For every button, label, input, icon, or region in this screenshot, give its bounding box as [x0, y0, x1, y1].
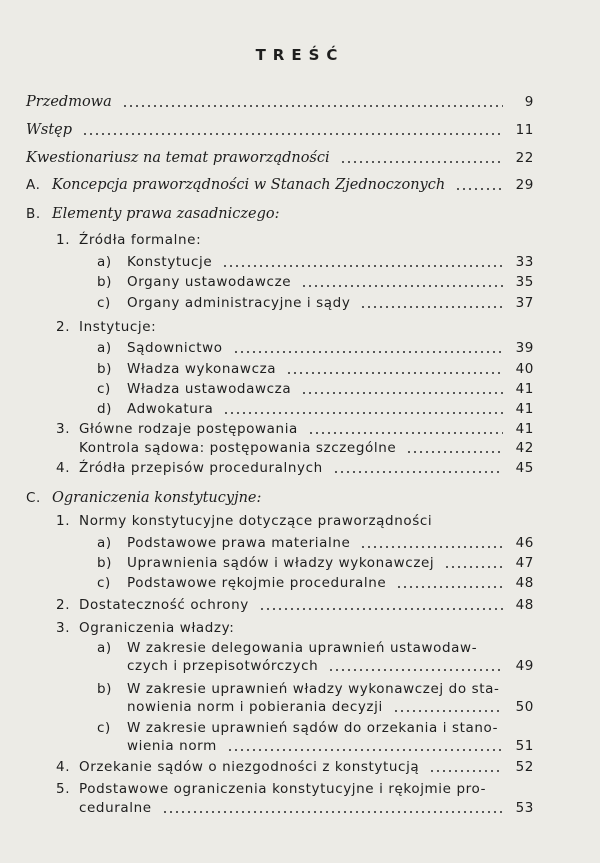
toc-entry	[0, 148, 600, 168]
toc-entry	[0, 419, 600, 439]
dot-leader	[162, 811, 503, 813]
toc-entry-label: Kwestionariusz na temat praworządności	[26, 150, 330, 166]
toc-entry	[0, 230, 600, 250]
toc-entry	[0, 458, 600, 478]
toc-entry-label: Dostateczność ochrony	[79, 597, 249, 613]
toc-entry	[0, 359, 600, 379]
toc-entry-label: Koncepcja praworządności w Stanach Zjednoczonych	[52, 177, 446, 193]
dot-leader	[301, 285, 503, 287]
toc-entry-label: Normy konstytucyjne dotyczące praworządności	[79, 513, 433, 529]
dot-leader	[82, 133, 503, 135]
toc-entry-page-number: 11	[515, 122, 534, 138]
toc-entry	[0, 488, 600, 508]
toc-entry	[0, 757, 600, 777]
dot-leader	[406, 451, 503, 453]
toc-entry-page-number: 46	[515, 535, 534, 551]
toc-entry	[0, 618, 600, 638]
toc-entry-marker: 3.	[56, 421, 71, 437]
toc-entry-marker: a)	[97, 535, 112, 551]
dot-leader	[429, 770, 503, 772]
toc-entry-label: Główne rodzaje postępowania	[79, 421, 298, 437]
toc-entry-page-number: 52	[515, 759, 534, 775]
toc-entry-label: Wstęp	[26, 122, 73, 138]
toc-entry-page-number: 29	[515, 177, 534, 193]
toc-entry-marker: 1.	[56, 232, 71, 248]
toc-entry-label: Podstawowe ograniczenia konstytucyjne i rękojmie pro-	[79, 781, 487, 797]
dot-leader	[328, 669, 503, 671]
toc-entry	[0, 92, 600, 112]
toc-entry-marker: 2.	[56, 319, 71, 335]
toc-entry-label: Podstawowe prawa materialne	[127, 535, 351, 551]
toc-entry	[0, 120, 600, 140]
toc-entry	[0, 638, 600, 658]
toc-entry	[0, 399, 600, 419]
dot-leader	[222, 265, 503, 267]
toc-entry-label: Władza wykonawcza	[127, 361, 277, 377]
toc-entry-label: W zakresie uprawnień władzy wykonawczej do sta-	[127, 681, 500, 697]
dot-leader	[223, 412, 503, 414]
toc-entry	[0, 718, 600, 738]
toc-entry-label: Instytucje:	[79, 319, 157, 335]
toc-entry-page-number: 51	[515, 738, 534, 754]
toc-entry-page-number: 35	[515, 274, 534, 290]
toc-entry-page-number: 47	[515, 555, 534, 571]
toc-entry	[0, 511, 600, 531]
toc-entry-label: ceduralne	[79, 800, 152, 816]
toc-entry	[0, 553, 600, 573]
toc-entry	[0, 736, 600, 756]
toc-entry-page-number: 40	[515, 361, 534, 377]
toc-entry-page-number: 49	[515, 658, 534, 674]
toc-entry-label: Podstawowe rękojmie proceduralne	[127, 575, 387, 591]
toc-entry-label: czych i przepisotwórczych	[127, 658, 319, 674]
toc-entry-label: nowienia norm i pobierania decyzji	[127, 699, 383, 715]
dot-leader	[286, 372, 503, 374]
toc-entry	[0, 798, 600, 818]
toc-entry-page-number: 37	[515, 295, 534, 311]
toc-entry-label: Ograniczenia konstytucyjne:	[52, 490, 262, 506]
toc-entry-marker: b)	[97, 274, 113, 290]
toc-entry-page-number: 42	[515, 440, 534, 456]
toc-entry-label: Przedmowa	[26, 94, 112, 110]
toc-entry	[0, 679, 600, 699]
toc-entry-label: Władza ustawodawcza	[127, 381, 292, 397]
toc-entry-marker: a)	[97, 254, 112, 270]
toc-entry	[0, 272, 600, 292]
toc-entry-marker: B.	[26, 206, 41, 222]
toc-entry	[0, 533, 600, 553]
toc-entry-page-number: 33	[515, 254, 534, 270]
toc-entry-marker: 5.	[56, 781, 71, 797]
toc-entry-marker: 4.	[56, 460, 71, 476]
dot-leader	[360, 546, 503, 548]
toc-entry-marker: b)	[97, 361, 113, 377]
toc-entry-marker: 2.	[56, 597, 71, 613]
toc-entry-marker: C.	[26, 490, 41, 506]
toc-entry-marker: c)	[97, 381, 111, 397]
toc-entry-marker: b)	[97, 555, 113, 571]
toc-entry-marker: c)	[97, 575, 111, 591]
toc-entry	[0, 779, 600, 799]
toc-entry-label: Konstytucje	[127, 254, 213, 270]
toc-entry-label: Adwokatura	[127, 401, 214, 417]
dot-leader	[455, 188, 503, 190]
toc-entry-label: wienia norm	[127, 738, 217, 754]
toc-entry-marker: A.	[26, 177, 41, 193]
toc-entry	[0, 697, 600, 717]
toc-entry	[0, 438, 600, 458]
toc-entry-label: Uprawnienia sądów i władzy wykonawczej	[127, 555, 435, 571]
toc-entry-page-number: 48	[515, 597, 534, 613]
toc-entry	[0, 317, 600, 337]
dot-leader	[333, 471, 503, 473]
toc-entry-label: W zakresie uprawnień sądów do orzekania i stano-	[127, 720, 499, 736]
dot-leader	[340, 161, 503, 163]
dot-leader	[360, 306, 503, 308]
toc-entry-marker: a)	[97, 640, 112, 656]
dot-leader	[259, 608, 503, 610]
toc-entry-label: Źródła przepisów proceduralnych	[79, 460, 323, 476]
toc-entry-marker: d)	[97, 401, 113, 417]
toc-entry	[0, 379, 600, 399]
toc-entry-page-number: 41	[515, 381, 534, 397]
toc-entry-page-number: 53	[515, 800, 534, 816]
toc-entry-label: Kontrola sądowa: postępowania szczególne	[79, 440, 397, 456]
toc-entry-label: Organy administracyjne i sądy	[127, 295, 351, 311]
dot-leader	[301, 392, 503, 394]
dot-leader	[393, 710, 503, 712]
toc-entry-marker: b)	[97, 681, 113, 697]
toc-entry-page-number: 41	[515, 421, 534, 437]
toc-entry-marker: c)	[97, 295, 111, 311]
toc-entry	[0, 338, 600, 358]
toc-entry	[0, 656, 600, 676]
dot-leader	[233, 351, 503, 353]
dot-leader	[308, 432, 503, 434]
dot-leader	[227, 749, 503, 751]
toc-entry-label: Ograniczenia władzy:	[79, 620, 235, 636]
toc-entry-page-number: 41	[515, 401, 534, 417]
toc-entry-page-number: 9	[524, 94, 534, 110]
dot-leader	[444, 566, 503, 568]
toc-entry-label: Elementy prawa zasadniczego:	[52, 206, 280, 222]
toc-entry	[0, 175, 600, 195]
toc-entry-marker: a)	[97, 340, 112, 356]
toc-entry	[0, 595, 600, 615]
toc-entry-label: Źródła formalne:	[79, 232, 202, 248]
toc-entry-page-number: 39	[515, 340, 534, 356]
toc-entry-marker: c)	[97, 720, 111, 736]
toc-entry-label: Sądownictwo	[127, 340, 223, 356]
toc-entry	[0, 252, 600, 272]
toc-entry-label: Orzekanie sądów o niezgodności z konstytucją	[79, 759, 420, 775]
toc-entry-marker: 4.	[56, 759, 71, 775]
toc-entry-page-number: 50	[515, 699, 534, 715]
dot-leader	[122, 105, 503, 107]
toc-entry-marker: 3.	[56, 620, 71, 636]
toc-entry	[0, 573, 600, 593]
toc-entry-page-number: 48	[515, 575, 534, 591]
toc-entry	[0, 293, 600, 313]
dot-leader	[396, 586, 503, 588]
toc-entry-page-number: 45	[515, 460, 534, 476]
toc-entry-label: Organy ustawodawcze	[127, 274, 292, 290]
page-title: TREŚĆ	[255, 46, 345, 64]
toc-entry-page-number: 22	[515, 150, 534, 166]
toc-entry-marker: 1.	[56, 513, 71, 529]
toc-entry	[0, 204, 600, 224]
toc-entry-label: W zakresie delegowania uprawnień ustawodaw-	[127, 640, 478, 656]
